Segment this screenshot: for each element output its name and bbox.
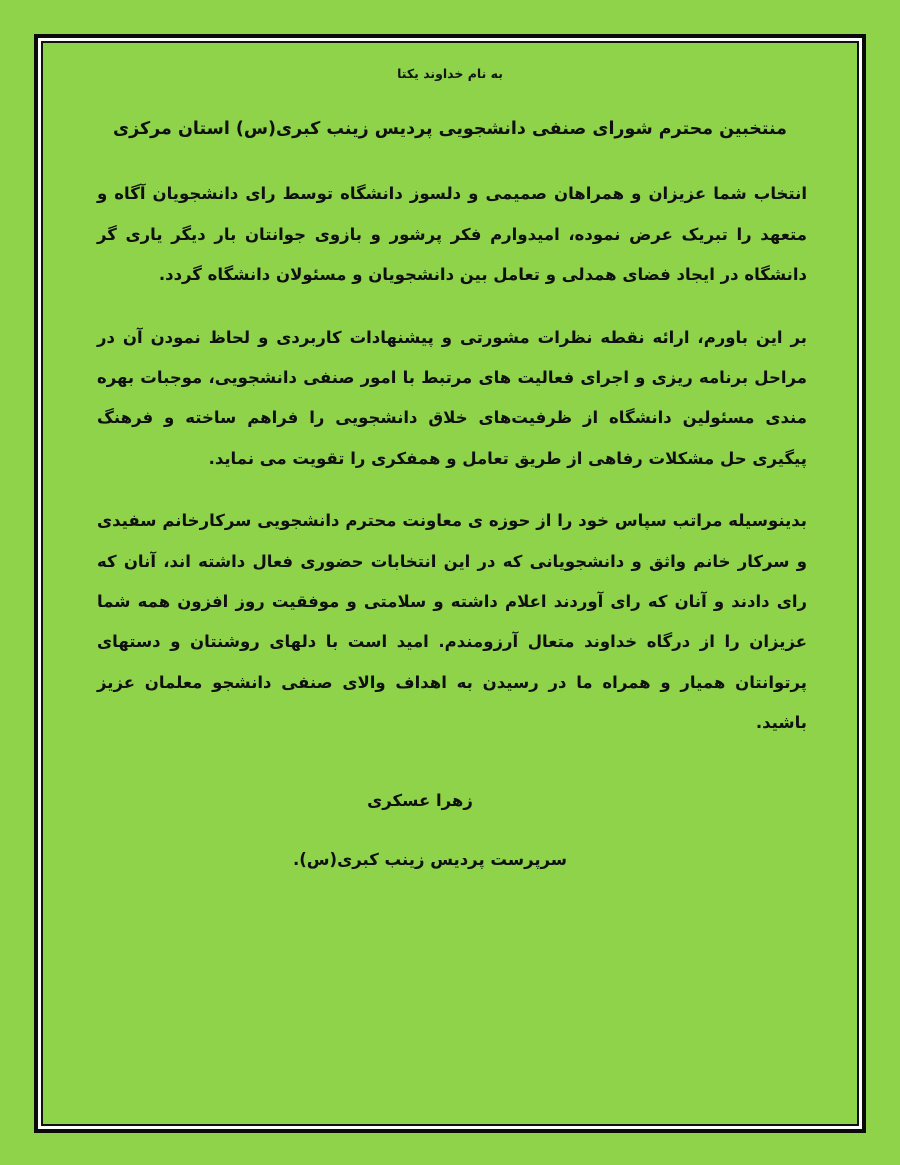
letter-paragraph-2: بر این باورم، ارائه نقطه نظرات مشورتی و پیشنهادات کاربردی و لحاظ نمودن آن در مراحل برنامه ریزی و اجرای فعالیت های مرتبط با امور صنفی دانشجویی، موجبات بهره مندی مسئولین دانشگاه از ظرفیت‌های خلاق دانشجویی را فراهم ساخته و فرهنگ پیگیری حل مشکلات رفاهی از طریق تعامل و همفکری را تقویت می نماید. <box>97 327 807 468</box>
letter-paragraph-3: بدینوسیله مراتب سپاس خود را از حوزه ی معاونت محترم دانشجویی سرکارخانم سفیدی و سرکار خانم واثق و دانشجویانی که در این انتخابات حضوری فعال داشته اند، آنان که رای دادند و آنان که رای آوردند اعلام داشته و سلامتی و موفقیت روز افزون همه شما عزیزان را از درگاه خداوند متعال آرزومندم. امید است با دلهای روشنتان و دستهای پرتوانتان همیار و همراه ما در رسیدن به اهداف والای صنفی دانشجو معلمان عزیز باشید. <box>97 511 807 733</box>
invocation-line: به نام خداوند یکتا <box>397 66 503 81</box>
page-border-inner <box>41 41 859 1126</box>
signature-role: سرپرست پردیس زینب کبری(س). <box>292 849 568 869</box>
signature-name: زهرا عسکری <box>367 790 473 810</box>
page-border-gap <box>38 38 862 1129</box>
page-border-outer <box>34 34 866 1133</box>
letter-paragraph-1: انتخاب شما عزیزان و همراهان صمیمی و دلسوز دانشگاه توسط رای دانشجویان آگاه و متعهد را تبریک عرض نموده، امیدوارم فکر پرشور و بازوی جوانتان بار دیگر یاری گر دانشگاه در ایجاد فضای همدلی و تعامل بین دانشجویان و مسئولان دانشگاه گردد. <box>97 184 807 285</box>
letter-content <box>43 43 857 1124</box>
letter-title: منتخبین محترم شورای صنفی دانشجویی پردیس زینب کبری(س) استان مرکزی <box>113 118 787 139</box>
signature-block <box>87 784 813 876</box>
